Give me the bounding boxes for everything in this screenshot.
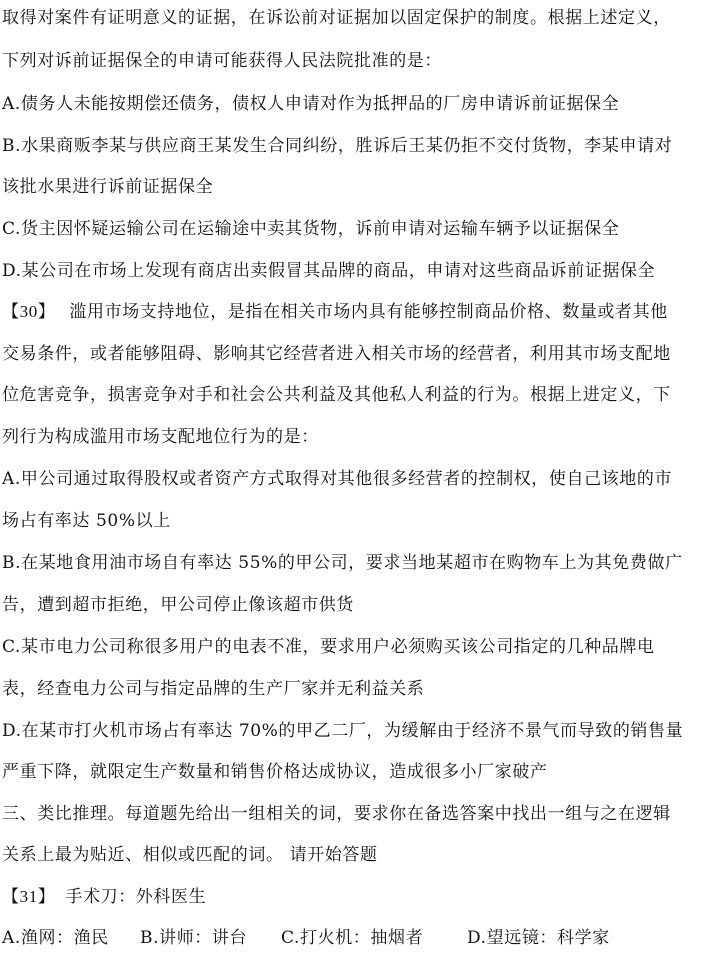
q30-stem-line-3: 位危害竞争，损害竞争对手和社会公共利益及其他私人利益的行为。根据上进定义，下 (2, 385, 671, 405)
q29-stem-line-2: 下列对诉前证据保全的申请可能获得人民法院批准的是： (2, 51, 442, 71)
q30-option-a-line-2: 场占有率达 50%以上 (2, 511, 171, 531)
q30-option-a-line-1: A.甲公司通过取得股权或者资产方式取得对其他很多经营者的控制权，使自己该地的市 (2, 469, 673, 489)
q30-option-c-line-1: C.某市电力公司称很多用户的电表不准，要求用户必须购买该公司指定的几种品牌电 (2, 637, 655, 657)
section3-intro-line-1: 三、类比推理。每道题先给出一组相关的词，要求你在备选答案中找出一组与之在逻辑 (2, 804, 671, 824)
q31-stem-line (2, 885, 206, 909)
q29-option-b-line-2: 该批水果进行诉前证据保全 (2, 177, 214, 197)
q30-stem-line-1 (2, 300, 668, 324)
q30-number-label: 【30】 (2, 302, 56, 321)
q29-option-b-line-1: B.水果商贩李某与供应商王某发生合同纠纷，胜诉后王某仍拒不交付货物，李某申请对 (2, 136, 673, 156)
q30-stem-line-4: 列行为构成滥用市场支配地位行为的是： (2, 427, 319, 447)
q30-option-b-line-2: 告，遭到超市拒绝，甲公司停止像该超市供货 (2, 595, 354, 615)
q30-option-b-line-1: B.在某地食用油市场自有率达 55%的甲公司，要求当地某超市在购物车上为其免费做广 (2, 553, 683, 573)
q29-option-d: D.某公司在市场上发现有商店出卖假冒其品牌的商品，申请对这些商品诉前证据保全 (2, 261, 656, 281)
q31-option-a: A.渔网：渔民 (2, 928, 109, 948)
q31-number-label: 【31】 (2, 887, 56, 906)
q29-stem-line-1: 取得对案件有证明意义的证据，在诉讼前对证据加以固定保护的制度。根据上述定义， (2, 8, 671, 28)
q31-option-c: C.打火机：抽烟者 (281, 928, 424, 948)
q30-option-d-line-2: 严重下降，就限定生产数量和销售价格达成协议，造成很多小厂家破产 (2, 762, 548, 782)
q30-stem-text-1: 滥用市场支持地位，是指在相关市场内具有能够控制商品价格、数量或者其他 (69, 302, 668, 322)
q29-option-c: C.货主因怀疑运输公司在运输途中卖其货物，诉前申请对运输车辆予以证据保全 (2, 219, 620, 239)
q29-option-a: A.债务人未能按期偿还债务，债权人申请对作为抵押品的厂房申请诉前证据保全 (2, 94, 620, 114)
q30-option-c-line-2: 表，经查电力公司与指定品牌的生产厂家并无利益关系 (2, 679, 425, 699)
q31-option-b: B.讲师：讲台 (140, 928, 248, 948)
q31-stem-text: 手术刀：外科医生 (65, 887, 207, 907)
section3-intro-line-2: 关系上最为贴近、相似或匹配的词。 请开始答题 (2, 845, 378, 865)
q30-stem-line-2: 交易条件，或者能够阻碍、影响其它经营者进入相关市场的经营者，利用其市场支配地 (2, 344, 671, 364)
q31-options-row (2, 926, 610, 950)
q30-option-d-line-1: D.在某市打火机市场占有率达 70%的甲乙二厂，为缓解由于经济不景气而导致的销售量 (2, 721, 684, 741)
q31-option-d: D.望远镜：科学家 (467, 928, 610, 948)
